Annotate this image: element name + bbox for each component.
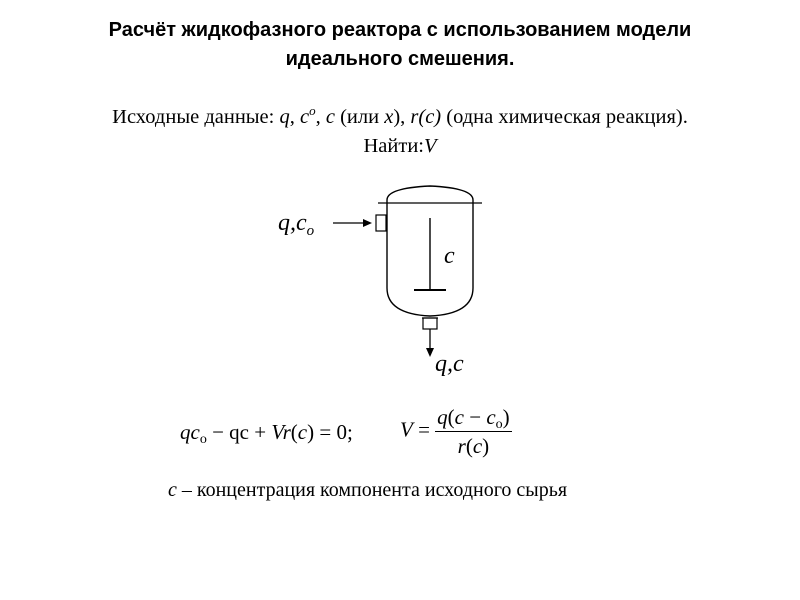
eq1-sub: o	[199, 432, 207, 447]
concentration-note	[168, 478, 567, 502]
given-x: x	[384, 106, 394, 128]
find-label: Найти:	[363, 135, 424, 157]
balance-equation: $qc_o$ − qc + Vr(c) = 0;	[180, 420, 353, 447]
given-c: c	[325, 106, 335, 128]
title-line-2: идеального смешения.	[285, 48, 515, 70]
inlet-nozzle	[376, 215, 386, 231]
given-sep-1: ,	[289, 106, 300, 128]
volume-equation: V = $\frac{q(c - c_o)}{r(c)}$	[400, 405, 510, 458]
note-symbol: c	[168, 479, 177, 501]
fraction-numerator: $q(c - c_o)$	[437, 405, 510, 432]
fraction-denominator: r(c)	[457, 434, 490, 458]
given-sep-2: ,	[315, 106, 326, 128]
given-q: q	[279, 106, 290, 128]
inlet-label: $q,c_o$	[278, 210, 315, 239]
given-c0-sup: o	[309, 103, 316, 118]
volume-fraction	[435, 405, 512, 458]
given-or-open: (или	[334, 106, 385, 128]
inner-concentration-label: c	[444, 243, 455, 269]
inlet-arrow	[333, 219, 372, 227]
inlet-label-sub: o	[306, 223, 315, 239]
given-rc: r(c)	[410, 106, 442, 128]
outlet-nozzle	[423, 318, 437, 329]
agitator	[414, 218, 446, 290]
given-or-close: ),	[393, 106, 411, 128]
note-text: – концентрация компонента исходного сырья	[176, 479, 568, 501]
find-variable: V	[423, 135, 437, 157]
title-line-1: Расчёт жидкофазного реактора с использованием модели	[108, 19, 692, 41]
volume-lhs: V	[400, 417, 413, 442]
outlet-arrow	[426, 329, 434, 357]
given-prefix: Исходные данные:	[112, 106, 280, 128]
given-c0: $c^o$	[299, 103, 316, 128]
given-reaction-note: (одна химическая реакция).	[441, 106, 688, 128]
outlet-label: q,c	[435, 351, 464, 377]
